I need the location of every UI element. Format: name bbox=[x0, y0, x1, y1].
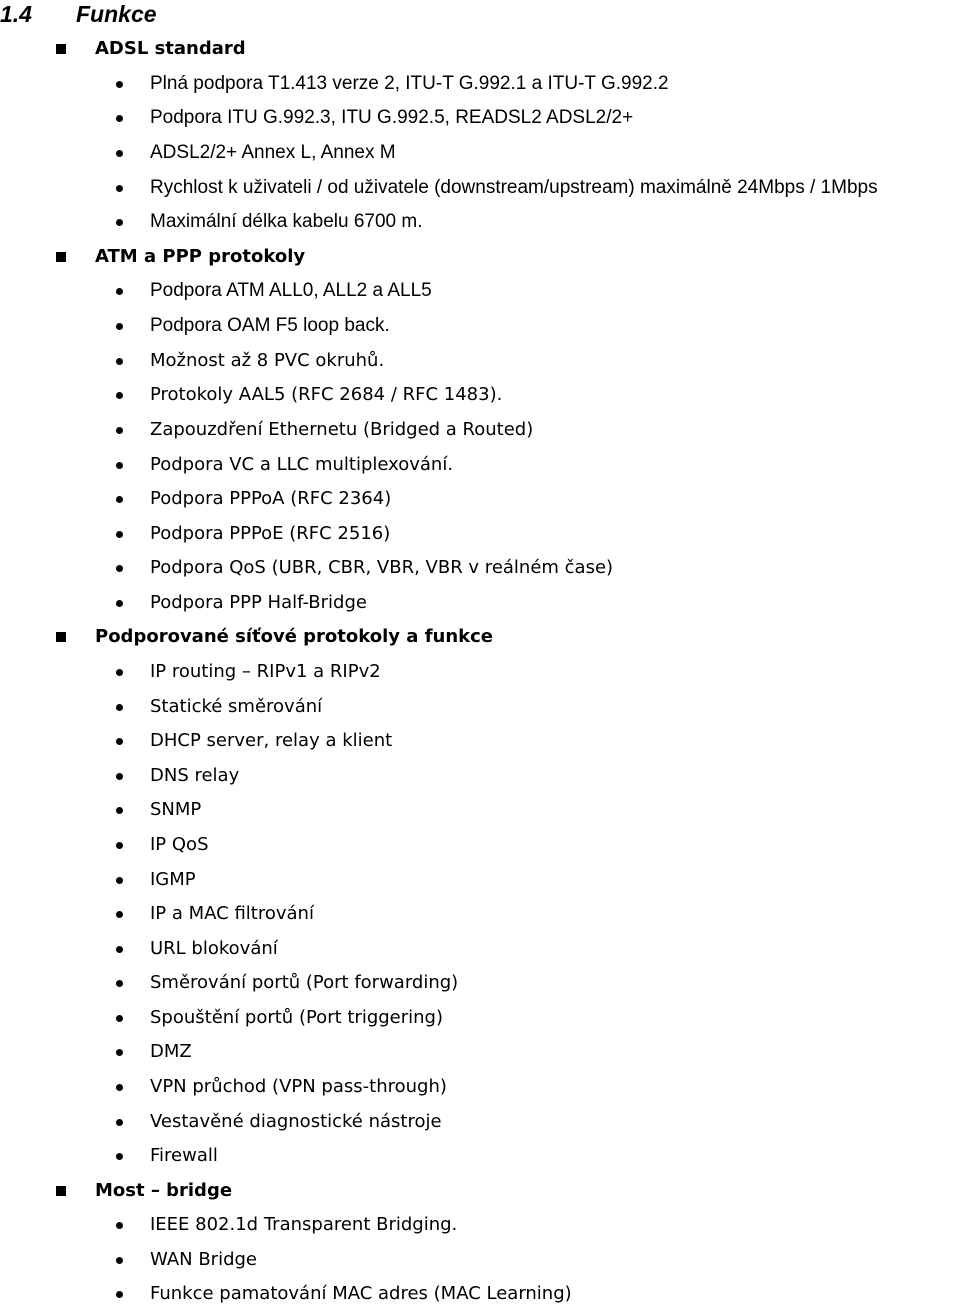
square-bullet-icon bbox=[56, 1186, 66, 1196]
bullet-icon bbox=[116, 115, 123, 122]
section-heading bbox=[0, 0, 157, 28]
list-item-text: Podpora PPP Half-Bridge bbox=[150, 592, 367, 613]
list-item-text: Podpora VC a LLC multiplexování. bbox=[150, 454, 454, 475]
bullet-icon bbox=[116, 1084, 123, 1091]
list-item-text: Možnost až 8 PVC okruhů. bbox=[150, 350, 385, 371]
bullet-icon bbox=[116, 427, 123, 434]
bullet-icon bbox=[116, 773, 123, 780]
bullet-icon bbox=[116, 807, 123, 814]
square-bullet-icon bbox=[56, 44, 66, 54]
feature-group-title: Podporované síťové protokoly a funkce bbox=[95, 626, 494, 647]
bullet-icon bbox=[116, 704, 123, 711]
bullet-icon bbox=[116, 1257, 123, 1264]
list-item-text: DMZ bbox=[150, 1041, 192, 1062]
list-item-text: Podpora ITU G.992.3, ITU G.992.5, READSL2 ADSL2/2+ bbox=[150, 107, 634, 128]
bullet-icon bbox=[116, 358, 123, 365]
bullet-icon bbox=[116, 462, 123, 469]
list-item-text: Podpora OAM F5 loop back. bbox=[150, 315, 390, 336]
bullet-icon bbox=[116, 392, 123, 399]
list-item-text: Podpora QoS (UBR, CBR, VBR, VBR v reálném čase) bbox=[150, 557, 614, 578]
list-item-text: Podpora ATM ALL0, ALL2 a ALL5 bbox=[150, 280, 432, 301]
list-item-text: Firewall bbox=[150, 1145, 218, 1166]
section-title: Funkce bbox=[76, 1, 157, 27]
list-item-text: Spouštění portů (Port triggering) bbox=[150, 1007, 444, 1028]
list-item-text: ADSL2/2+ Annex L, Annex M bbox=[150, 142, 396, 163]
bullet-icon bbox=[116, 911, 123, 918]
bullet-icon bbox=[116, 185, 123, 192]
bullet-icon bbox=[116, 1119, 123, 1126]
list-item-text: Zapouzdření Ethernetu (Bridged a Routed) bbox=[150, 419, 534, 440]
list-item-text: IP QoS bbox=[150, 834, 209, 855]
bullet-icon bbox=[116, 1015, 123, 1022]
list-item-text: IP routing – RIPv1 a RIPv2 bbox=[150, 661, 381, 682]
list-item-text: Statické směrování bbox=[150, 696, 323, 717]
list-item-text: Vestavěné diagnostické nástroje bbox=[150, 1111, 442, 1132]
list-item-text: Podpora PPPoE (RFC 2516) bbox=[150, 523, 391, 544]
bullet-icon bbox=[116, 219, 123, 226]
bullet-icon bbox=[116, 946, 123, 953]
list-item-text: WAN Bridge bbox=[150, 1249, 257, 1270]
feature-group-title: ATM a PPP protokoly bbox=[95, 246, 306, 267]
list-item-text: Směrování portů (Port forwarding) bbox=[150, 972, 459, 993]
list-item-text: IGMP bbox=[150, 869, 196, 890]
section-number: 1.4 bbox=[0, 1, 32, 27]
bullet-icon bbox=[116, 980, 123, 987]
bullet-icon bbox=[116, 1049, 123, 1056]
bullet-icon bbox=[116, 600, 123, 607]
list-item-text: Funkce pamatování MAC adres (MAC Learning) bbox=[150, 1283, 572, 1304]
feature-group-title: Most – bridge bbox=[95, 1180, 233, 1201]
bullet-icon bbox=[116, 738, 123, 745]
list-item-text: IEEE 802.1d Transparent Bridging. bbox=[150, 1214, 458, 1235]
square-bullet-icon bbox=[56, 252, 66, 262]
bullet-icon bbox=[116, 323, 123, 330]
bullet-icon bbox=[116, 669, 123, 676]
bullet-icon bbox=[116, 496, 123, 503]
list-item-text: URL blokování bbox=[150, 938, 278, 959]
bullet-icon bbox=[116, 288, 123, 295]
bullet-icon bbox=[116, 1153, 123, 1160]
list-item-text: IP a MAC filtrování bbox=[150, 903, 314, 924]
list-item-text: Maximální délka kabelu 6700 m. bbox=[150, 211, 423, 232]
bullet-icon bbox=[116, 1291, 123, 1298]
list-item-text: Plná podpora T1.413 verze 2, ITU-T G.992.1 a ITU-T G.992.2 bbox=[150, 73, 669, 94]
bullet-icon bbox=[116, 842, 123, 849]
list-item-text: Rychlost k uživateli / od uživatele (downstream/upstream) maximálně 24Mbps / 1Mbps bbox=[150, 177, 878, 198]
list-item-text: DHCP server, relay a klient bbox=[150, 730, 393, 751]
bullet-icon bbox=[116, 565, 123, 572]
square-bullet-icon bbox=[56, 632, 66, 642]
list-item-text: SNMP bbox=[150, 799, 202, 820]
bullet-icon bbox=[116, 877, 123, 884]
bullet-icon bbox=[116, 150, 123, 157]
list-item-text: VPN průchod (VPN pass-through) bbox=[150, 1076, 447, 1097]
list-item-text: Protokoly AAL5 (RFC 2684 / RFC 1483). bbox=[150, 384, 503, 405]
bullet-icon bbox=[116, 81, 123, 88]
feature-group-title: ADSL standard bbox=[95, 38, 246, 59]
bullet-icon bbox=[116, 531, 123, 538]
list-item-text: Podpora PPPoA (RFC 2364) bbox=[150, 488, 392, 509]
list-item-text: DNS relay bbox=[150, 765, 240, 786]
bullet-icon bbox=[116, 1222, 123, 1229]
